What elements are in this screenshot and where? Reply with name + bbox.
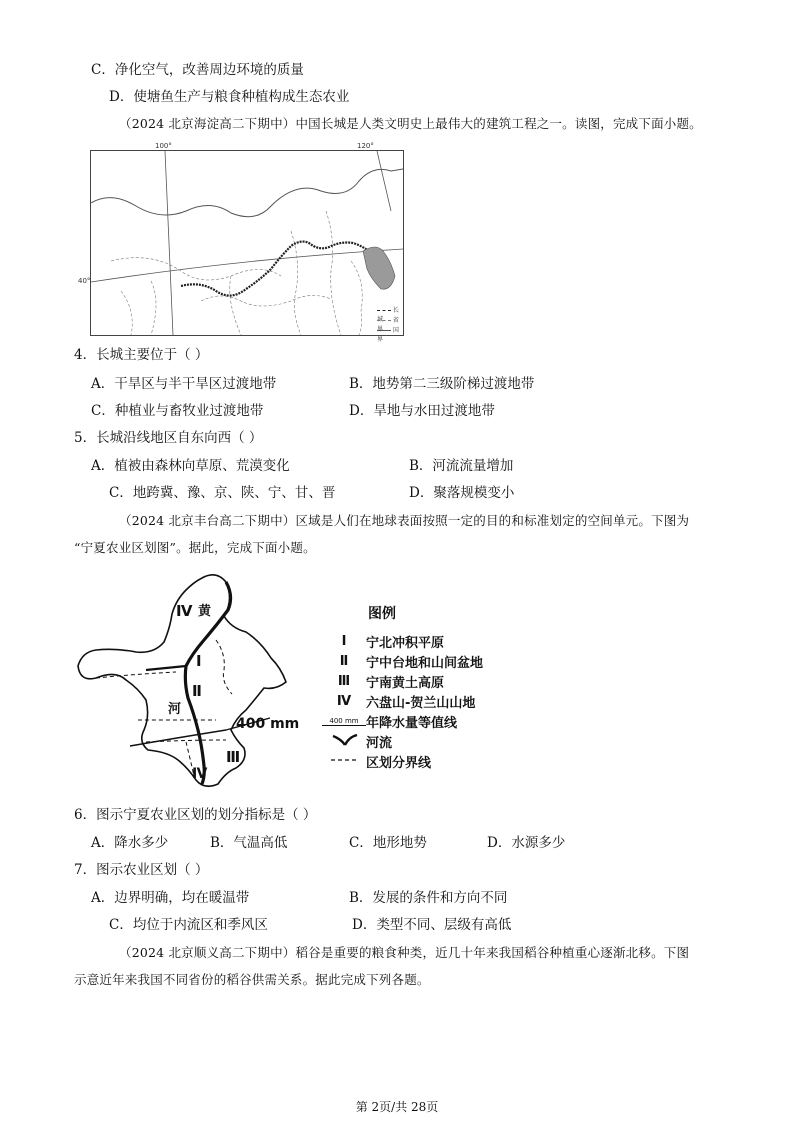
isoline-400mm-label: 400 mm	[236, 716, 300, 732]
zone-iii-label: Ⅲ	[226, 748, 241, 766]
q5-option-b: B．河流流量增加	[409, 458, 514, 474]
legend-row-zone-i: Ⅰ 宁北冲积平原	[341, 634, 445, 651]
intro-ningxia-line2: “宁夏农业区划图”。据此，完成下面小题。	[74, 540, 316, 555]
lon-120-label: 120°	[357, 142, 374, 150]
q7-stem: 7．图示农业区划（ ）	[74, 862, 209, 878]
meridian-120	[377, 151, 391, 211]
q5-option-a: A．植被由森林向草原、荒漠变化	[91, 458, 290, 474]
zone-i-label: Ⅰ	[196, 652, 202, 670]
intro-great-wall: （2024 北京海淀高二下期中）中国长城是人类文明史上最伟大的建筑工程之一。读图，完成下面小题。	[119, 116, 702, 131]
legend-provincial: 省界	[377, 317, 399, 333]
page-footer: 第 2页/共 28页	[355, 1100, 439, 1114]
lon-100-label: 100°	[155, 142, 172, 150]
q6-option-d: D．水源多少	[487, 835, 566, 851]
river-label-he: 河	[168, 702, 182, 717]
legend-row-zone-iv: Ⅳ 六盘山-贺兰山山地	[336, 694, 476, 711]
zone-iv-bottom-label: Ⅳ	[192, 766, 208, 782]
lat-40-label: 40°	[78, 277, 91, 285]
zone-iv-top-label: Ⅳ	[176, 602, 193, 620]
national-border	[91, 169, 403, 217]
intro-rice-line1: （2024 北京顺义高二下期中）稻谷是重要的粮食种类，近几十年来我国稻谷种植重心逐渐北移。下图	[119, 945, 690, 960]
legend-national: 国界	[377, 327, 399, 343]
legend-row-zone-iii: Ⅲ 宁南黄土高原	[337, 674, 445, 691]
q7-option-c: C．均位于内流区和季风区	[109, 917, 268, 933]
q4-stem: 4．长城主要位于（ ）	[74, 347, 209, 363]
legend-row-river: 河流	[322, 732, 392, 751]
q6-option-c: C．地形地势	[349, 835, 427, 851]
q6-option-a: A．降水多少	[91, 835, 169, 851]
q5-option-d: D．聚落规模变小	[409, 485, 515, 501]
ningxia-legend-title: 图例	[368, 606, 396, 622]
intro-rice-line2: 示意近年来我国不同省份的稻谷供需关系。据此完成下列各题。	[74, 972, 430, 987]
bohai-sea	[363, 247, 395, 289]
zone-ii-label: Ⅱ	[192, 682, 202, 700]
great-wall-map-drawing	[91, 151, 403, 335]
q6-option-b: B．气温高低	[210, 835, 288, 851]
river-label-huang: 黄	[198, 604, 212, 619]
q5-stem: 5．长城沿线地区自东向西（ ）	[74, 430, 263, 446]
great-wall-line	[181, 242, 371, 296]
q7-option-b: B．发展的条件和方向不同	[349, 890, 508, 906]
legend-great-wall: 长城	[377, 307, 399, 323]
q3-option-c: C．净化空气，改善周边环境的质量	[91, 62, 304, 78]
q3-option-d: D．使塘鱼生产与粮食种植构成生态农业	[109, 89, 350, 105]
q4-option-c: C．种植业与畜牧业过渡地带	[91, 403, 264, 419]
q7-option-a: A．边界明确，均在暖温带	[91, 890, 250, 906]
q4-option-a: A．干旱区与半干旱区过渡地带	[91, 376, 277, 392]
legend-row-isoline: 400 mm 年降水量等值线	[322, 712, 457, 731]
parallel-40	[91, 249, 403, 282]
q6-stem: 6．图示宁夏农业区划的划分指标是（ ）	[74, 807, 317, 823]
legend-row-zone-ii: Ⅱ 宁中台地和山间盆地	[339, 654, 484, 671]
great-wall-map	[78, 142, 404, 343]
river-legend-symbol	[322, 733, 366, 751]
q7-option-d: D．类型不同、层级有高低	[352, 917, 512, 933]
boundary-legend-symbol	[322, 754, 366, 769]
meridian-100	[165, 151, 173, 335]
q4-option-b: B．地势第二三级阶梯过渡地带	[349, 376, 535, 392]
q4-option-d: D．旱地与水田过渡地带	[349, 403, 495, 419]
legend-row-boundary: 区划分界线	[322, 752, 431, 771]
intro-ningxia-line1: （2024 北京丰台高二下期中）区域是人们在地球表面按照一定的目的和标准划定的空间单元。下图为	[119, 513, 690, 528]
q5-option-c: C．地跨冀、豫、京、陕、宁、甘、晋	[109, 485, 336, 501]
